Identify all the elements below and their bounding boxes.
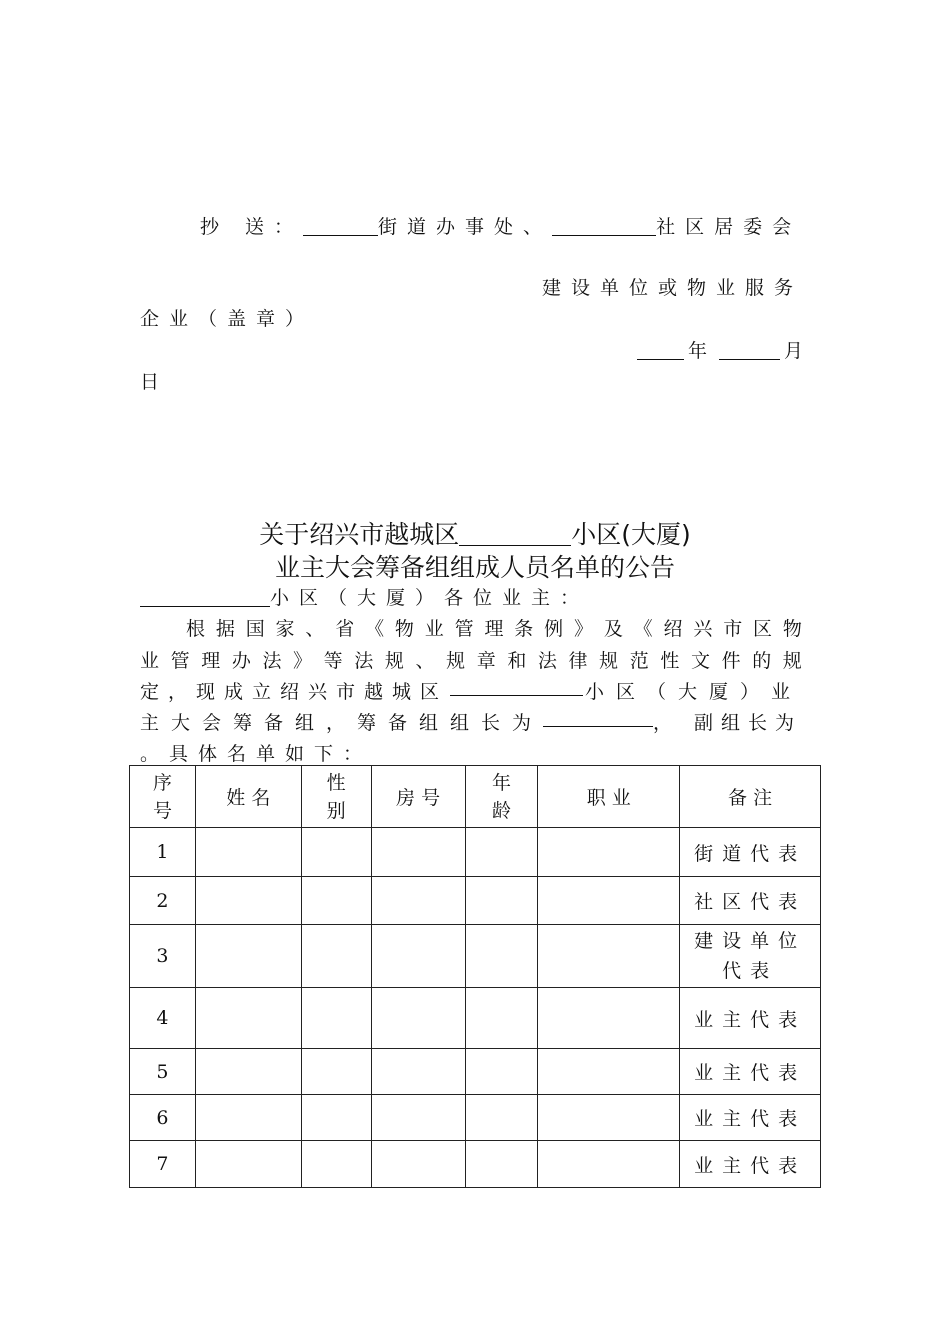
header-seq-char: 号: [152, 799, 172, 822]
room-cell[interactable]: [371, 1049, 465, 1095]
occupation-cell[interactable]: [538, 988, 680, 1049]
body-char: 业: [424, 618, 444, 640]
body-char: 》: [293, 650, 313, 672]
header-age-char: 年: [491, 771, 511, 794]
body-line5-text: 。具体名单如下：: [140, 743, 373, 765]
body-char: 规: [782, 650, 802, 672]
occupation-cell[interactable]: [538, 1141, 680, 1188]
header-name: 姓 名: [195, 766, 301, 828]
name-cell[interactable]: [195, 877, 301, 925]
room-cell[interactable]: [371, 877, 465, 925]
remark-line: 代表: [722, 960, 779, 982]
name-cell[interactable]: [195, 925, 301, 988]
gender-cell[interactable]: [301, 925, 371, 988]
row-number: 3: [130, 925, 196, 988]
remark-cell: 社区代表: [680, 877, 821, 925]
cc-street-office: 街道办事处、: [378, 216, 553, 238]
body-char: 国: [245, 618, 265, 640]
body-char: 兴: [693, 618, 713, 640]
body-char: 管: [454, 618, 474, 640]
month-blank[interactable]: [719, 341, 780, 360]
body-char: 根: [186, 618, 206, 640]
header-gender-char: 性: [326, 771, 346, 794]
room-cell[interactable]: [371, 925, 465, 988]
age-cell[interactable]: [465, 828, 538, 877]
gender-cell[interactable]: [301, 1141, 371, 1188]
age-cell[interactable]: [465, 988, 538, 1049]
body-char: 、: [415, 650, 435, 672]
body-char: 绍: [663, 618, 683, 640]
room-cell[interactable]: [371, 1141, 465, 1188]
gender-cell[interactable]: [301, 828, 371, 877]
body-line-3: [140, 677, 802, 704]
cc-residents-committee: 社区居委会: [656, 216, 802, 238]
body-char: 法: [537, 650, 557, 672]
header-gender: [301, 766, 371, 828]
body-char: 范: [629, 650, 649, 672]
remark-line: 建设单位: [694, 930, 807, 952]
header-age-char: 龄: [491, 799, 511, 822]
room-cell[interactable]: [371, 828, 465, 877]
body-char: 物: [394, 618, 414, 640]
body-line-5: [140, 739, 802, 766]
remark-cell: 街道代表: [680, 828, 821, 877]
body-char: 据: [215, 618, 235, 640]
body-char: 区: [753, 618, 773, 640]
header-seq-char: 序: [152, 771, 172, 794]
leader-blank[interactable]: [543, 708, 653, 727]
room-cell[interactable]: [371, 1095, 465, 1141]
gender-cell[interactable]: [301, 988, 371, 1049]
age-cell[interactable]: [465, 1141, 538, 1188]
occupation-cell[interactable]: [538, 925, 680, 988]
body-char: 章: [476, 650, 496, 672]
cc-street-blank[interactable]: [303, 217, 378, 236]
body-char: 条: [514, 618, 534, 640]
signature-line1: 建设单位或物业服务: [542, 277, 804, 299]
remark-cell: 业主代表: [680, 1095, 821, 1141]
age-cell[interactable]: [465, 1095, 538, 1141]
name-cell[interactable]: [195, 1095, 301, 1141]
body-line3-prefix: 定，现成立绍兴市越城区: [140, 681, 449, 703]
name-cell[interactable]: [195, 1141, 301, 1188]
body-char: 法: [354, 650, 374, 672]
body-line3-suffix: 小区（大厦）业: [584, 681, 802, 703]
row-number: 7: [130, 1141, 196, 1188]
age-cell[interactable]: [465, 925, 538, 988]
body-char: 规: [446, 650, 466, 672]
name-cell[interactable]: [195, 988, 301, 1049]
occupation-cell[interactable]: [538, 877, 680, 925]
table-row: [130, 1141, 821, 1188]
body-char: 《: [633, 618, 653, 640]
gender-cell[interactable]: [301, 877, 371, 925]
row-number: 1: [130, 828, 196, 877]
signature-line2: 企业（盖章）: [140, 308, 315, 330]
salutation: [140, 583, 589, 610]
body-char: 文: [690, 650, 710, 672]
table-row: [130, 877, 821, 925]
table-row: [130, 988, 821, 1049]
header-occupation: 职 业: [538, 766, 680, 828]
body-line-1: [186, 614, 802, 641]
body-char: 《: [365, 618, 385, 640]
room-cell[interactable]: [371, 988, 465, 1049]
body-line-2: [140, 646, 802, 673]
gender-cell[interactable]: [301, 1049, 371, 1095]
year-blank[interactable]: [637, 341, 684, 360]
body-char: 理: [201, 650, 221, 672]
cc-community-blank[interactable]: [552, 217, 656, 236]
body-char: 及: [603, 618, 623, 640]
roster-table: [129, 765, 821, 1188]
body-char: 规: [384, 650, 404, 672]
age-cell[interactable]: [465, 877, 538, 925]
body-char: 管: [170, 650, 190, 672]
title-suffix: 小区(大厦): [571, 520, 691, 549]
header-seq: [130, 766, 196, 828]
body-char: 物: [782, 618, 802, 640]
body-char: 》: [573, 618, 593, 640]
title-estate-blank[interactable]: [459, 523, 571, 546]
notice-title-line1: [140, 515, 810, 551]
salutation-estate-blank[interactable]: [140, 588, 270, 607]
salutation-text: 小区（大厦）各位业主：: [270, 587, 590, 609]
table-row: [130, 828, 821, 877]
body-char: 办: [231, 650, 251, 672]
remark-cell: 业主代表: [680, 988, 821, 1049]
remark-cell: 业主代表: [680, 1141, 821, 1188]
gender-cell[interactable]: [301, 1095, 371, 1141]
body-line-4: [140, 708, 802, 735]
body-line4-prefix: 主大会筹备组，筹备组组长为: [140, 712, 544, 734]
table-row: [130, 1049, 821, 1095]
header-age: [465, 766, 538, 828]
body-char: 的: [752, 650, 772, 672]
body-char: 业: [140, 650, 160, 672]
row-number: 6: [130, 1095, 196, 1141]
occupation-cell[interactable]: [538, 1095, 680, 1141]
remark-cell: [680, 925, 821, 988]
body-char: 、: [305, 618, 325, 640]
body-char: 省: [335, 618, 355, 640]
table-row: [130, 1095, 821, 1141]
body-char: 件: [721, 650, 741, 672]
body-char: 和: [507, 650, 527, 672]
year-label: 年: [688, 340, 708, 362]
remark-cell: 业主代表: [680, 1049, 821, 1095]
body-char: 家: [275, 618, 295, 640]
age-cell[interactable]: [465, 1049, 538, 1095]
header-remarks: 备 注: [680, 766, 821, 828]
table-row: [130, 925, 821, 988]
body-char: 律: [568, 650, 588, 672]
row-number: 4: [130, 988, 196, 1049]
occupation-cell[interactable]: [538, 828, 680, 877]
cc-label: 抄 送：: [200, 216, 304, 238]
body-char: 例: [544, 618, 564, 640]
estate-name-blank[interactable]: [450, 677, 583, 696]
body-char: 理: [484, 618, 504, 640]
date-line: [637, 336, 803, 363]
table-header-row: [130, 766, 821, 828]
body-line4-suffix: ， 副组长为: [652, 712, 802, 734]
name-cell[interactable]: [195, 1049, 301, 1095]
day-label: 日: [140, 371, 160, 393]
body-char: 等: [323, 650, 343, 672]
header-gender-char: 别: [326, 799, 346, 822]
month-label: 月: [784, 340, 804, 362]
name-cell[interactable]: [195, 828, 301, 877]
body-char: 规: [599, 650, 619, 672]
header-room: 房 号: [371, 766, 465, 828]
cc-line: [200, 212, 801, 239]
row-number: 5: [130, 1049, 196, 1095]
title-prefix: 关于绍兴市越城区: [259, 520, 460, 549]
notice-title-line2: 业主大会筹备组组成人员名单的公告: [274, 553, 675, 582]
occupation-cell[interactable]: [538, 1049, 680, 1095]
row-number: 2: [130, 877, 196, 925]
body-char: 市: [723, 618, 743, 640]
body-char: 法: [262, 650, 282, 672]
body-char: 性: [660, 650, 680, 672]
